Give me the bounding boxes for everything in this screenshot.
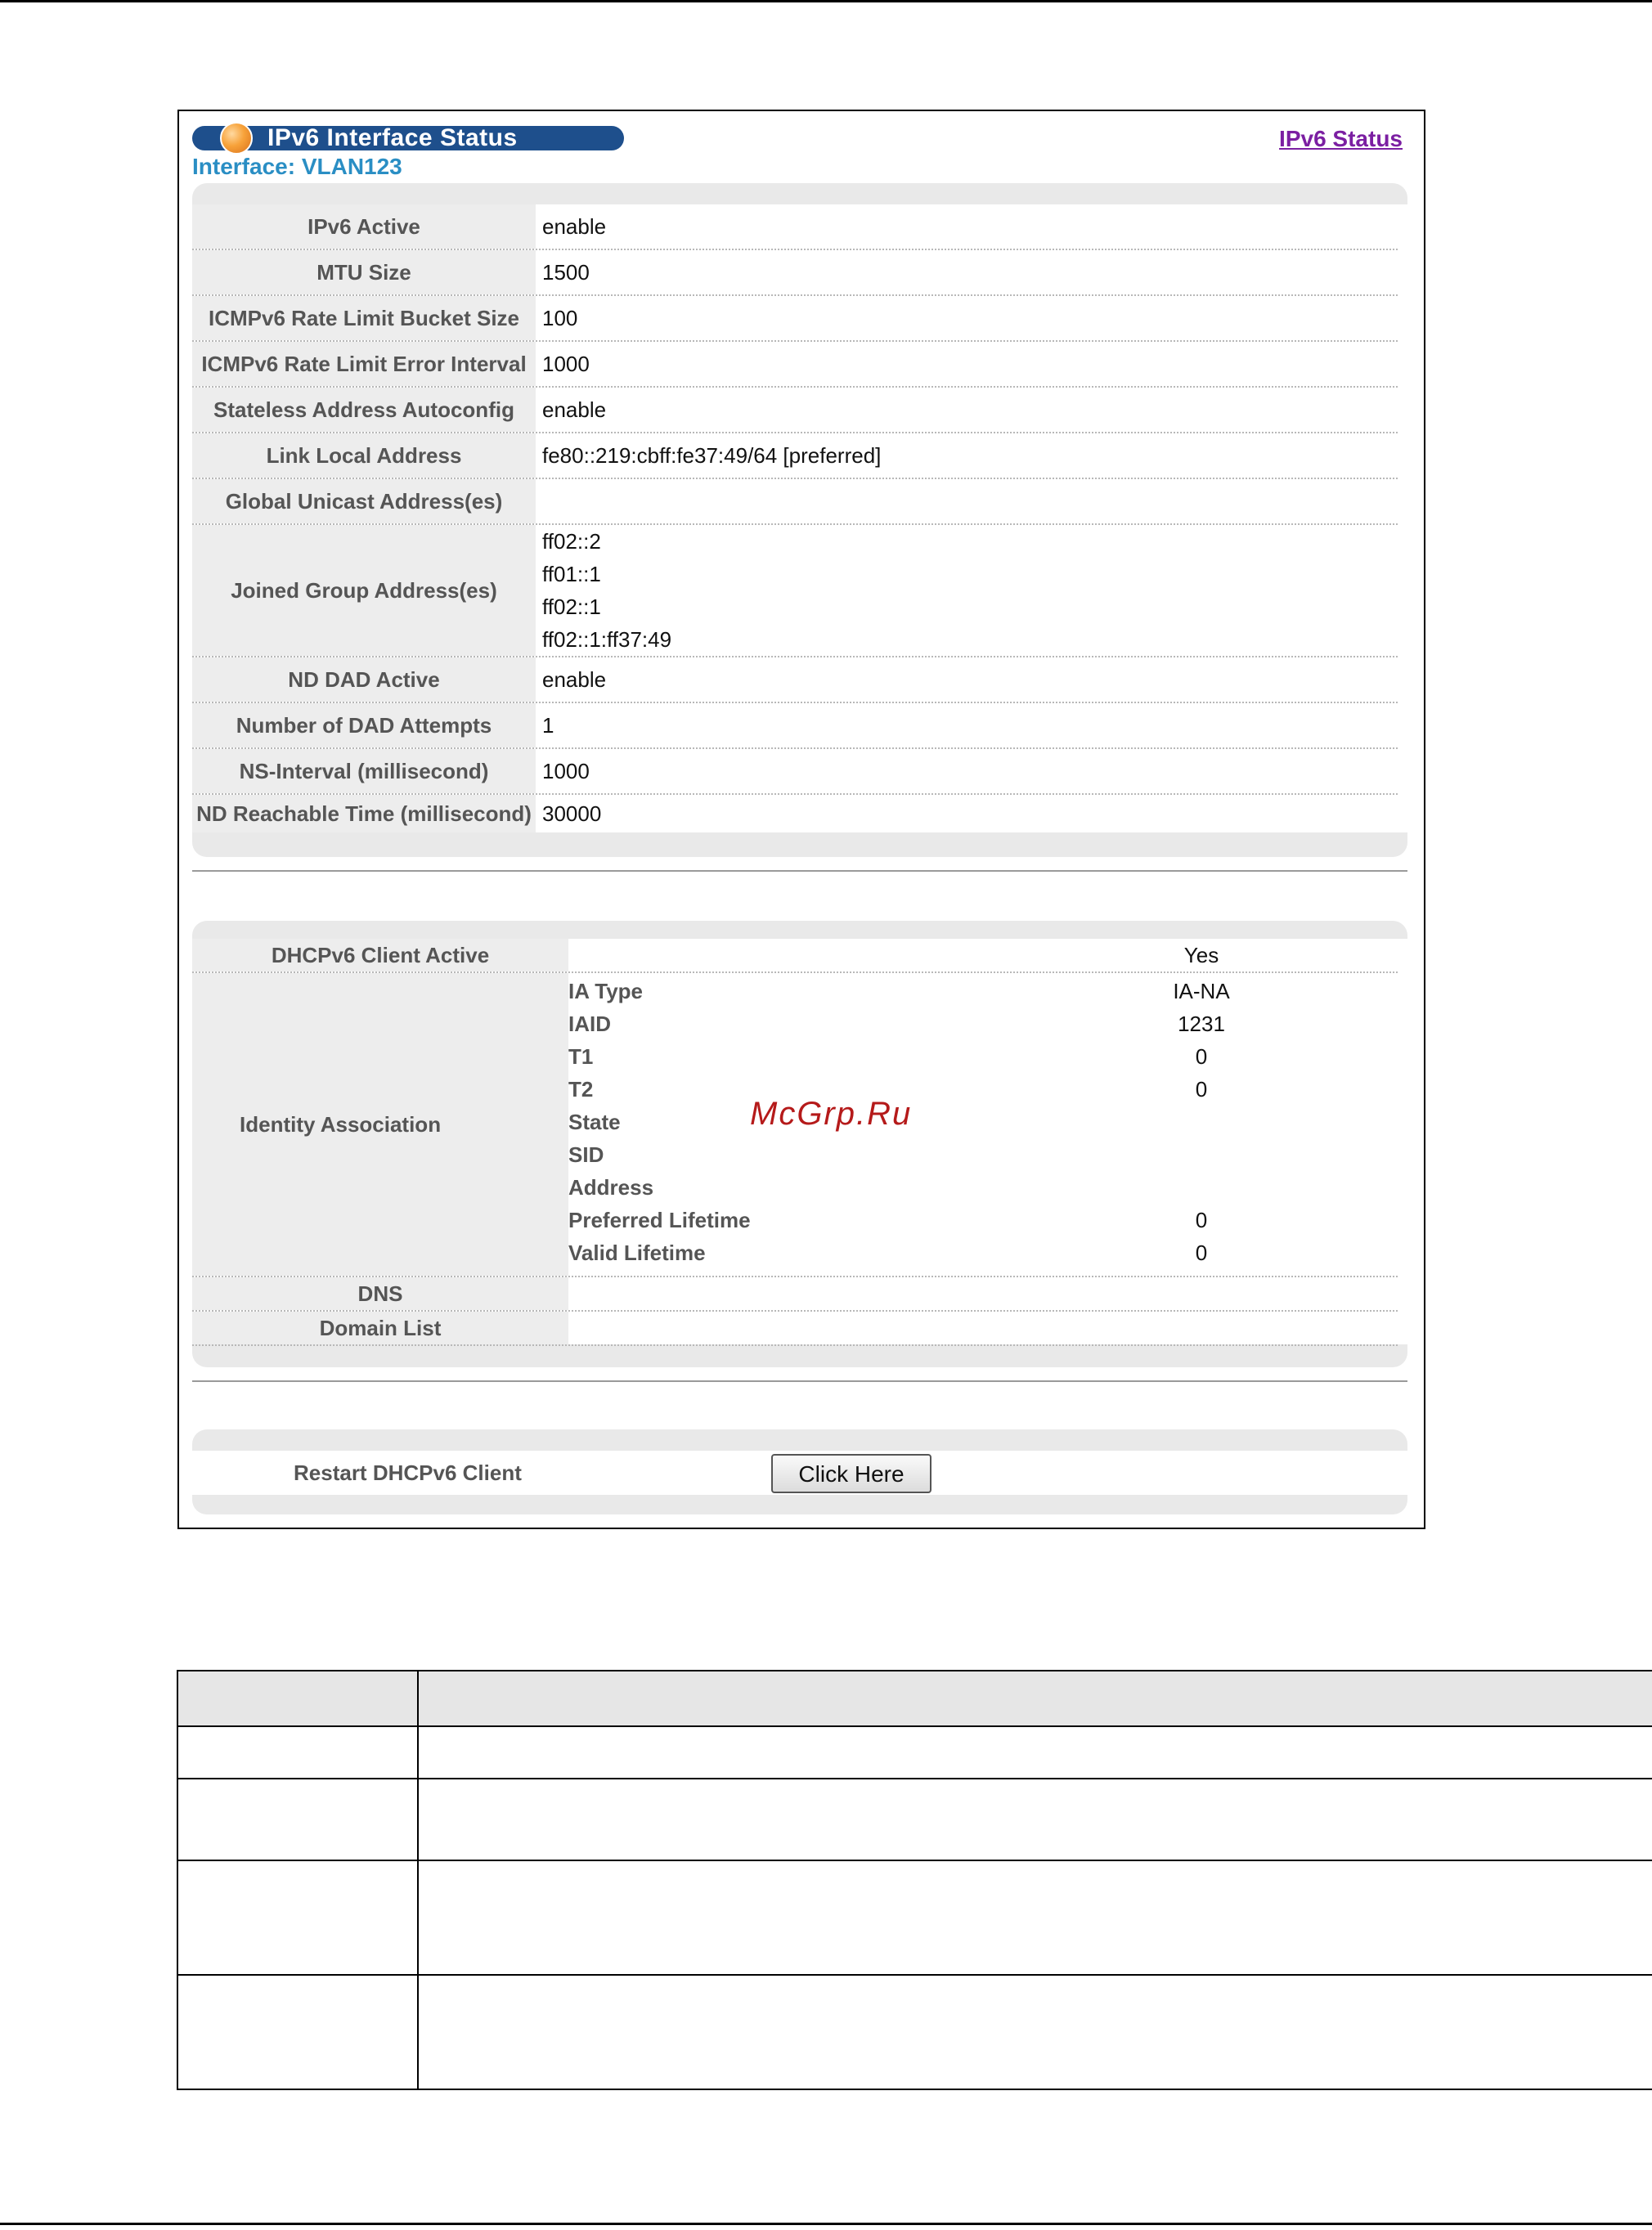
field-label: Link Local Address [192,433,536,478]
orb-icon [220,122,253,155]
ia-value [1152,1138,1250,1171]
ia-value: 1231 [1178,1012,1225,1036]
field-label: ND DAD Active [192,657,536,702]
list-item: ff01::1 [542,562,601,586]
field-value: 1000 [542,758,590,783]
table-row [192,657,1398,703]
page-top-rule [0,0,1652,2]
screen-title-bar [192,126,624,150]
ipv6-params-panel [192,183,1407,857]
field-label: Global Unicast Address(es) [192,479,536,523]
table-row [192,296,1398,342]
ia-value: 0 [1195,1044,1208,1069]
field-value: 100 [542,305,578,330]
ia-field-labels [568,975,751,1269]
ia-label: T1 [568,1044,594,1069]
table-row [192,525,1398,657]
table-row [192,1277,1398,1312]
field-label: ICMPv6 Rate Limit Error Interval [192,342,536,386]
field-label: MTU Size [192,250,536,294]
client-active-value: Yes [1183,942,1219,967]
field-value: 1000 [542,351,590,376]
table-row [192,250,1398,296]
field-label: ICMPv6 Rate Limit Bucket Size [192,296,536,340]
field-label: Joined Group Address(es) [192,525,536,656]
table-row [192,1312,1398,1346]
ia-label: Address [568,1175,654,1200]
identity-association-label: Identity Association [192,973,568,1276]
list-item: ff02::2 [542,529,601,554]
dhcpv6-panel [192,921,1407,1367]
field-value: 1500 [542,259,590,285]
joined-group-list [542,525,671,656]
ia-label: SID [568,1142,604,1167]
dhcpv6-table [192,939,1407,1344]
table-row [192,749,1398,795]
table-row [192,795,1398,832]
ia-label: IA Type [568,979,644,1003]
field-value: 1 [542,712,554,738]
table-row [192,433,1398,479]
ipv6-interface-status-screen [177,110,1425,1529]
row-divider [178,1860,1652,1861]
dns-label: DNS [192,1277,568,1310]
restart-panel [192,1429,1407,1514]
interface-label: Interface: VLAN123 [192,154,402,179]
field-label: ND Reachable Time (millisecond) [192,795,536,832]
description-table [177,1670,1652,2090]
table-row [192,204,1398,250]
table-row [192,479,1398,525]
section-divider [192,1380,1407,1382]
field-label: Number of DAD Attempts [192,703,536,747]
domain-list-label: Domain List [192,1312,568,1344]
ia-value [1152,1171,1250,1204]
table-row [192,388,1398,433]
ia-label: IAID [568,1012,611,1036]
field-value: fe80::219:cbff:fe37:49/64 [preferred] [542,442,882,468]
ia-label: T2 [568,1077,594,1102]
ia-value: IA-NA [1173,979,1230,1003]
watermark: McGrp.Ru [750,1096,913,1132]
ia-value: 0 [1195,1077,1208,1102]
field-value: 30000 [542,801,602,826]
table-header [178,1671,1652,1727]
ia-label: Preferred Lifetime [568,1208,751,1232]
screen-title: IPv6 Interface Status [267,124,518,151]
table-row [192,703,1398,749]
field-label: IPv6 Active [192,204,536,249]
ia-value: 0 [1195,1241,1208,1265]
ia-value [1152,1106,1250,1138]
restart-row [192,1451,1407,1495]
table-row [192,342,1398,388]
ia-value: 0 [1195,1208,1208,1232]
table-row [192,939,1398,973]
row-divider [178,1778,1652,1779]
ia-field-values [1152,975,1250,1269]
restart-dhcpv6-button[interactable]: Click Here [771,1454,931,1493]
ia-label: Valid Lifetime [568,1241,706,1265]
list-item: ff02::1:ff37:49 [542,627,672,652]
page-bottom-rule [0,2223,1652,2225]
ia-label: State [568,1110,621,1134]
field-value: enable [542,397,607,422]
list-item: ff02::1 [542,595,601,619]
field-label: DHCPv6 Client Active [192,939,568,971]
column-divider [417,1671,419,2089]
section-divider [192,870,1407,872]
restart-label: Restart DHCPv6 Client [192,1451,732,1495]
row-divider [178,1974,1652,1976]
field-label: NS-Interval (millisecond) [192,749,536,793]
field-value: enable [542,213,607,239]
field-value: enable [542,666,607,692]
ipv6-params-table [192,204,1407,832]
field-label: Stateless Address Autoconfig [192,388,536,432]
ipv6-status-link[interactable]: IPv6 Status [1279,126,1403,151]
